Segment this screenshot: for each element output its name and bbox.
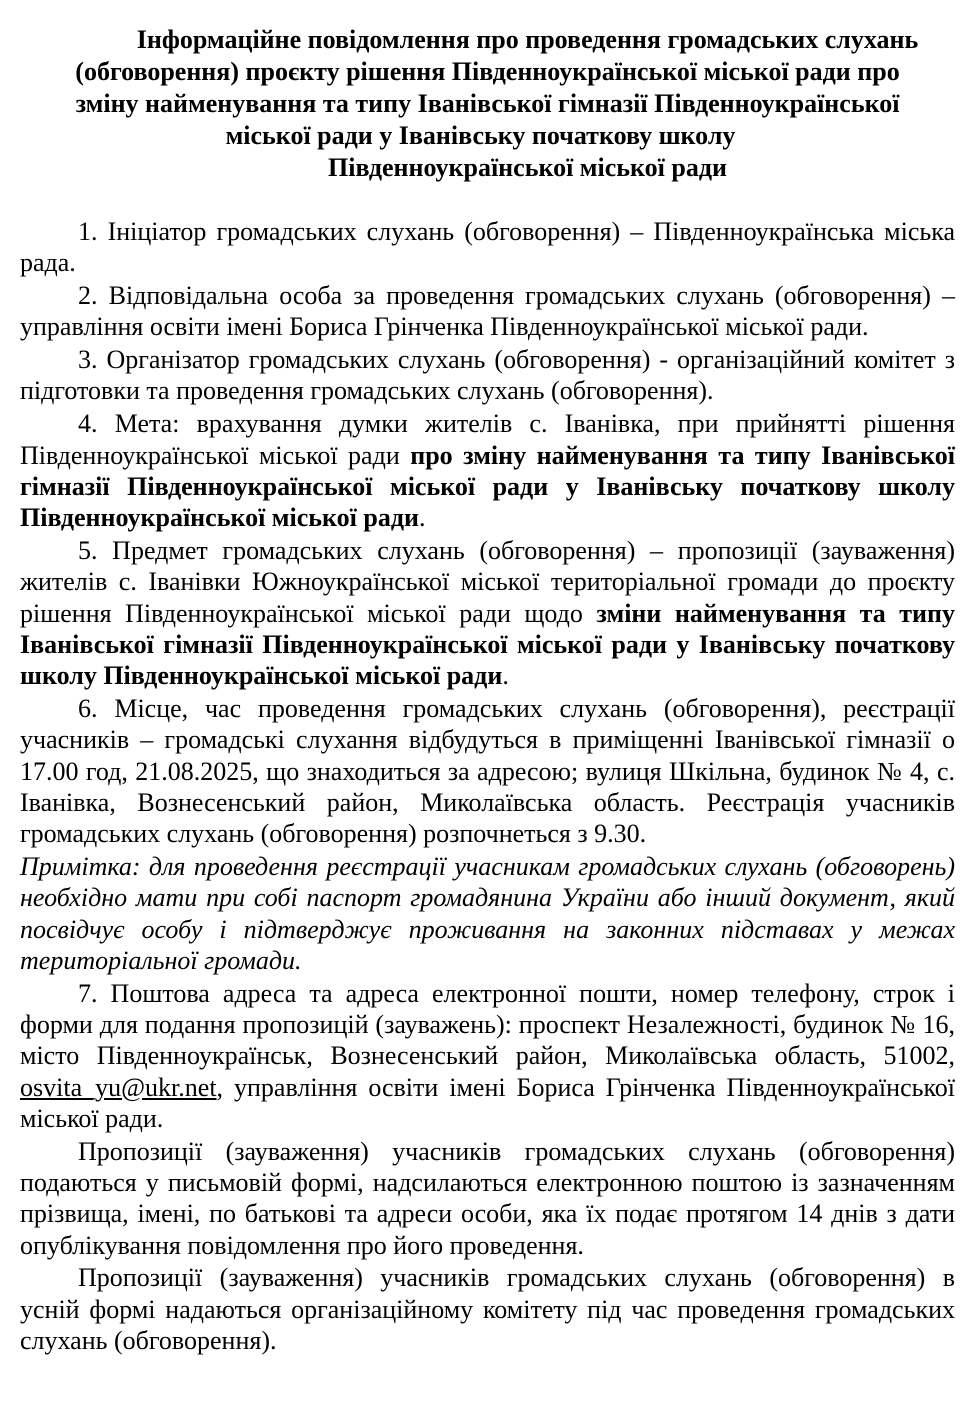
subject-end: . xyxy=(502,661,509,691)
contacts-text: 7. Поштова адреса та адреса електронної пошти, номер телефону, строк і форми для подання пропозицій (зауважень): проспект Незалежності, будинок № 16, місто Південноукраїнськ, Вознесенський район, Миколаївська область, 51002, xyxy=(20,978,955,1071)
item-place-time: 6. Місце, час проведення громадських слухань (обговорення), реєстрації учасників – громадські слухання відбудуться в приміщенні Іванівської гімназії о 17.00 год, 21.08.2025, що знаходиться за адресою; вулиця Шкільна, будинок № 4, с. Іванівка, Вознесенський район, Миколаївська область. Реєстрація учасників громадських слухань (обговорення) розпочнеться з 9.30. xyxy=(20,693,955,849)
item-responsible-person: 2. Відповідальна особа за проведення громадських слухань (обговорення) – управління освіти імені Бориса Грінченка Південноукраїнської міської ради. xyxy=(20,281,955,342)
item-purpose xyxy=(20,408,955,533)
item-contacts xyxy=(20,978,955,1134)
title-line-2: (обговорення) проєкту рішення Південноукраїнської міської ради про xyxy=(75,57,900,86)
item-organizer: 3. Організатор громадських слухань (обговорення) - організаційний комітет з підготовки та проведення громадських слухань (обговорення). xyxy=(20,345,955,406)
document-title xyxy=(20,24,955,184)
subject-text: 5. Предмет громадських слухань (обговорення) – пропозиції (зауваження) жителів с. Іванівки Южноукраїнської міської територіальної громади до проєкту рішення Південноукраїнської міської ради щодо xyxy=(20,535,955,628)
title-line-5: Південноукраїнської міської ради xyxy=(328,153,727,182)
purpose-bold-text: про зміну найменування та типу Іванівської гімназії Південноукраїнської міської ради у Іванівську початкову школу Південноукраїнської міської ради xyxy=(20,440,955,533)
purpose-text: 4. Мета: врахування думки жителів с. Іванівка, при прийнятті рішення Південноукраїнської міської ради xyxy=(20,409,955,470)
subject-bold-text: зміни найменування та типу Іванівської гімназії Південноукраїнської міської ради у Іванівську початкову школу Південноукраїнської міської ради xyxy=(20,598,955,691)
purpose-end: . xyxy=(418,503,426,533)
email-link[interactable]: osvita_yu@ukr.net xyxy=(20,1072,217,1102)
title-line-4: міської ради у Іванівську початкову школу xyxy=(225,121,736,150)
contacts-end: , управління освіти імені Бориса Грінченка Південноукраїнської міської ради. xyxy=(20,1072,955,1133)
written-proposals-paragraph: Пропозиції (зауваження) учасників громадських слухань (обговорення) подаються у письмовій формі, надсилаються електронною поштою із зазначенням прізвища, імені, по батькові та адреси особи, яка їх подає протягом 14 днів з дати опублікування повідомлення про його проведення. xyxy=(20,1136,955,1260)
oral-proposals-paragraph: Пропозиції (зауваження) учасників громадських слухань (обговорення) в усній формі надаються організаційному комітету під час проведення громадських слухань (обговорення). xyxy=(20,1263,955,1355)
registration-note: Примітка: для проведення реєстрації учасникам громадських слухань (обговорень) необхідно мати при собі паспорт громадянина України або інший документ, який посвідчує особу і підтверджує проживання на законних підставах у межах територіальної громади. xyxy=(20,851,955,975)
item-initiator: 1. Ініціатор громадських слухань (обговорення) – Південноукраїнська міська рада. xyxy=(20,217,955,278)
title-line-3: зміну найменування та типу Іванівської гімназії Південноукраїнської xyxy=(75,89,900,118)
title-line-1: Інформаційне повідомлення про проведення громадських слухань xyxy=(136,25,919,54)
item-subject xyxy=(20,535,955,691)
